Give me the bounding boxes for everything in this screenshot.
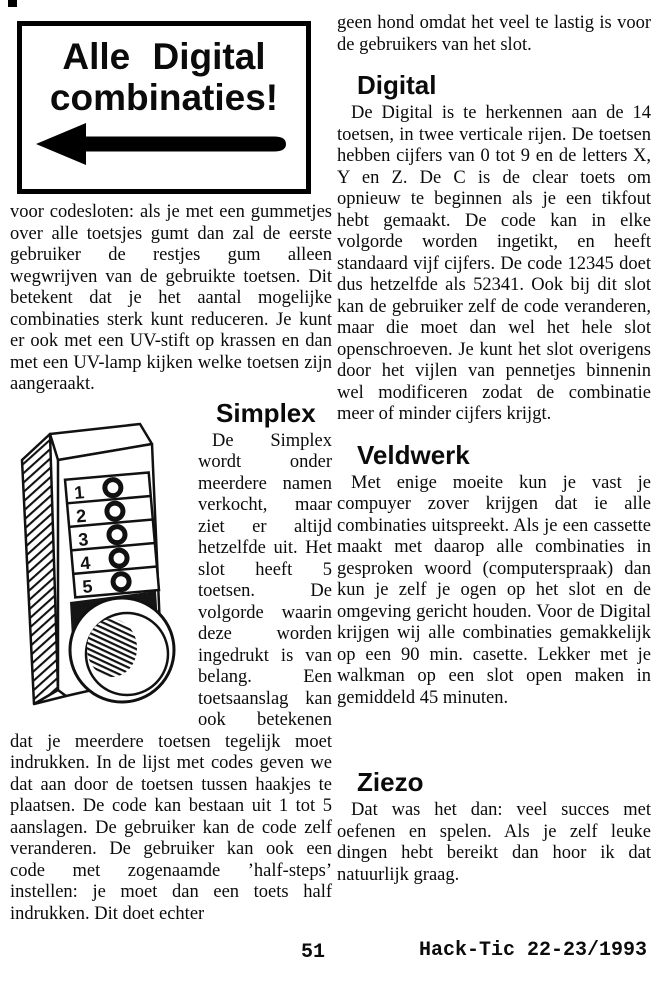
simplex-keypad [65,472,159,597]
section-veldwerk [337,440,651,710]
keypad-label-1: 1 [73,481,86,503]
simplex-heading: Simplex [216,397,316,428]
digital-heading: Digital [357,70,437,100]
intro-paragraph: voor codesloten: als je met een gummetjes over alle toetsjes gumt dan zal de eerste gebruiker de restjes gum alleen wegwrijven van de gebruikte toetsen. Dit betekent dat je het aantal mogelijke combinaties sterk kunt reduceren. Je kunt er ook met een UV-stift op krassen en dan met een UV-lamp kijken welke toetsen zijn aangeraakt. [10,202,332,394]
section-digital [337,70,651,426]
simplex-lock-illustration [10,418,192,716]
right-column [337,13,651,886]
headline-line-2: combinaties! [49,77,279,118]
veldwerk-paragraph: Met enige moeite kun je vast je compuyer zover krijgen dat ie alle combinaties uitspreekt. Als je een cassette maakt met daarop alle combinaties in gesproken woord (computerspraak) dan kun je zelf je ogen op het slot en de omgeving gericht houden. Voor de Digital krijgen wij alle combinaties gemakkelijk op een 90 min. casette. Lekker met je walkman op een slot open maken in gemiddeld 45 minuten. [337,472,651,708]
keypad-label-4: 4 [79,552,92,574]
left-column [10,202,332,925]
footer-issue: Hack-Tic 22-23/1993 [419,939,648,962]
keypad-label-2: 2 [75,505,88,527]
footer-page-number: 51 [301,941,326,964]
section-ziezo [337,767,651,886]
veldwerk-heading: Veldwerk [357,439,470,470]
keypad-label-3: 3 [77,528,90,550]
continuation-paragraph: geen hond omdat het veel te lastig is voor de gebruikers van het slot. [337,13,651,55]
section-simplex [10,398,332,926]
keypad-label-5: 5 [81,575,94,597]
headline-line-1: Alle Digital [62,36,266,77]
scan-artifact-mark [8,0,17,7]
digital-paragraph: De Digital is te herkennen aan de 14 toetsen, in twee verticale rijen. De toetsen hebben cijfers van 0 tot 9 en de letters X, Y en Z. De C is de clear toets om opnieuw te beginnen als je een tikfout hebt gemaakt. De code kan in elke volgorde worden ingetikt, en heeft standaard vijf cijfers. De code 12345 doet dus hetzelfde als 52341. Ook bij dit slot kan de gebruiker zelf de code veranderen, maar die moet dan wel het hele slot openschroeven. Je kunt het slot overigens door het vijlen van pennetjes binnenin wel modificeren zodat de combinatie meer of minder cijfers krijgt. [337,103,651,424]
simplex-paragraph: De Simplex wordt onder meerdere namen verkocht, maar ziet er altijd hetzelfde uit. Het slot heeft 5 toetsen. De volgorde waarin deze worden ingedrukt is van belang. Een toetsaanslag kan ook betekenen dat je meerdere toetsen tegelijk moet indrukken. In de lijst met codes geven we dat aan door de toetsen tussen haakjes te plaatsen. De code kan bestaan uit 1 tot 5 aanslagen. De gebruiker kan de code zelf veranderen. De gebruiker kan ook een code met zogenaamde ’half-steps’ instellen: je moet dan een toets half indrukken. Dit doet echter [10,430,332,924]
left-arrow-icon [34,121,292,167]
headline-box [17,21,311,194]
ziezo-heading: Ziezo [357,767,424,797]
ziezo-paragraph: Dat was het dan: veel succes met oefenen en spelen. Als je zelf leuke dingen hebt bereikt dan hoor ik dat natuurlijk graag. [337,800,651,885]
